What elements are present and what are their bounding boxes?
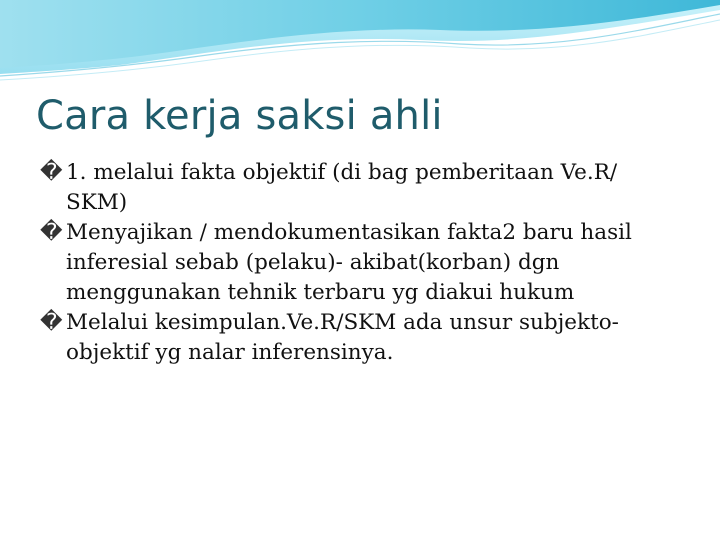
bullet-list [40,158,680,368]
bullet-item [40,218,680,308]
bullet-item [40,158,680,218]
replacement-glyph-bullet-icon: � [40,220,63,245]
bullet-text: Menyajikan / mendokumentasikan fakta2 baru hasil inferesial sebab (pelaku)- akibat(korban) dgn menggunakan tehnik terbaru yg diakui hukum [66,220,632,305]
replacement-glyph-bullet-icon: � [40,160,63,185]
header-wave-decoration [0,0,720,90]
slide-title: Cara kerja saksi ahli [36,93,443,139]
bullet-text: 1. melalui fakta objektif (di bag pemberitaan Ve.R/ SKM) [66,160,618,215]
bullet-text: Melalui kesimpulan.Ve.R/SKM ada unsur subjekto-objektif yg nalar inferensinya. [66,310,619,365]
bullet-item [40,308,680,368]
replacement-glyph-bullet-icon: � [40,310,63,335]
